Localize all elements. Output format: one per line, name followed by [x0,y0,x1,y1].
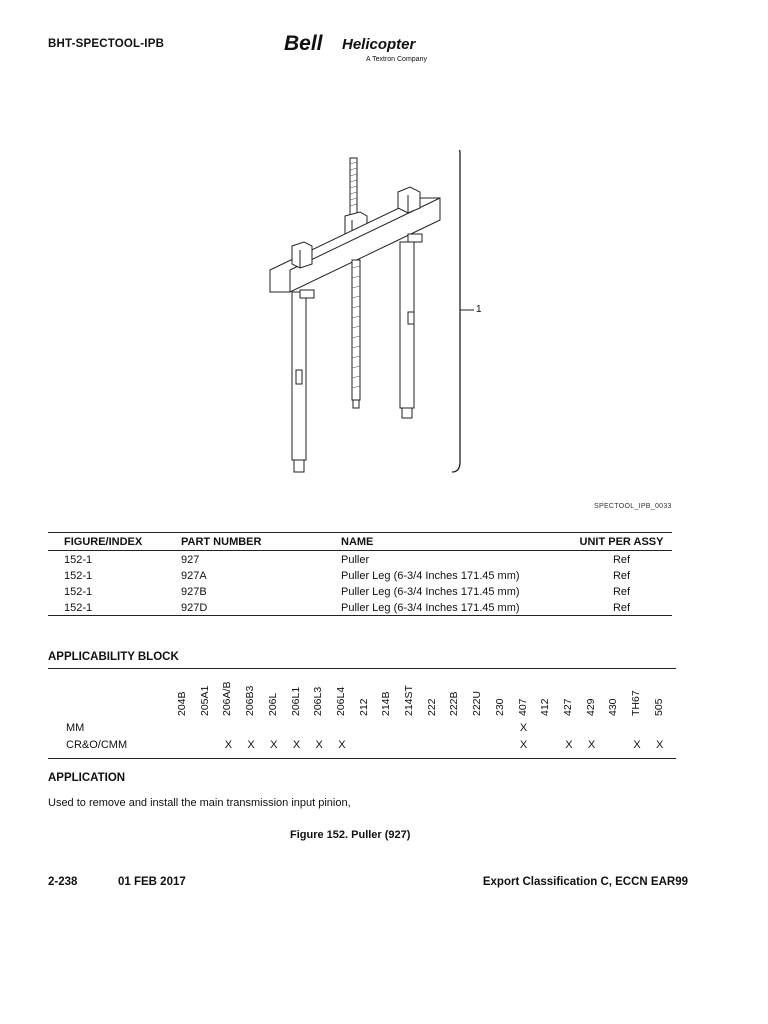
model-header: 205A1 [198,685,211,716]
model-header: 206L3 [312,686,325,716]
application-title: APPLICATION [48,772,126,784]
cell-name: Puller Leg (6-3/4 Inches 171.45 mm) [341,585,520,598]
model-header: 206B3 [244,685,257,716]
col-figure-index: FIGURE/INDEX [48,533,181,551]
model-header: 214B [380,691,393,716]
model-header: 206L4 [334,686,347,716]
cell-figure-index: 152-1 [64,569,93,582]
model-header: 222B [448,691,461,716]
parts-table-header [48,533,672,551]
model-header: 429 [584,698,597,716]
logo-sub: A Textron Company [366,56,427,63]
cell-part-number: 927D [181,599,341,616]
parts-table [48,532,672,616]
applicability-mark: X [247,739,255,751]
model-header: 427 [561,698,574,716]
cell-unit-per-assy: Ref [612,569,631,582]
document-id: BHT-SPECTOOL-IPB [48,38,165,50]
cell-name: Puller Leg (6-3/4 Inches 171.45 mm) [341,599,571,616]
applicability-mark: X [565,739,573,751]
cell-unit-per-assy: Ref [612,553,631,566]
cell-unit-per-assy: Ref [571,599,672,616]
applicability-mark: X [633,739,641,751]
model-header: 230 [493,698,506,716]
model-header: 407 [516,698,529,716]
table-row [48,583,672,599]
applicability-row-label: CR&O/CMM [66,739,128,751]
table-row [48,551,672,568]
model-header: 412 [539,698,552,716]
cell-name: Puller [341,553,370,566]
col-part-number: PART NUMBER [181,533,341,551]
applicability-block-title: APPLICABILITY BLOCK [48,651,179,663]
cell-part-number: 927B [181,585,207,598]
table-row [48,599,672,616]
cell-figure-index: 152-1 [64,585,93,598]
applicability-mark: X [338,739,346,751]
cell-name: Puller Leg (6-3/4 Inches 171.45 mm) [341,569,520,582]
model-header: 206L1 [289,686,302,716]
logo-brand: Helicopter [342,36,416,53]
cell-figure-index: 152-1 [64,553,93,566]
application-text: Used to remove and install the main transmission input pinion, [48,797,351,809]
figure-callout-1: 1 [476,304,482,315]
model-header: 212 [357,698,370,716]
puller-illustration [260,150,500,480]
applicability-row-label: MM [66,722,85,734]
model-header: TH67 [630,690,642,716]
model-header: 505 [652,698,665,716]
model-header: 222U [471,690,484,716]
applicability-top-rule [48,668,676,669]
applicability-mark: X [519,739,528,751]
applicability-mark: X [519,722,528,734]
model-header: 222 [425,698,438,716]
applicability-mark: X [270,739,278,751]
model-header: 214ST [403,685,415,716]
model-header: 204B [176,691,188,716]
cell-unit-per-assy: Ref [612,585,631,598]
applicability-mark: X [587,739,596,751]
bell-helicopter-logo [282,30,452,66]
footer-date: 01 FEB 2017 [118,876,186,888]
col-unit-per-assy: UNIT PER ASSY [571,533,672,551]
col-name: NAME [341,533,571,551]
figure-caption: Figure 152. Puller (927) [290,829,411,841]
applicability-mark: X [292,739,301,751]
applicability-mark: X [656,739,664,751]
table-row [48,567,672,583]
model-header: 206A/B [221,681,234,716]
logo-word: Bell [284,32,323,55]
applicability-mark: X [315,739,323,751]
image-code: SPECTOOL_IPB_0033 [594,503,672,510]
applicability-mark: X [224,739,233,751]
cell-part-number: 927A [181,569,207,582]
cell-part-number: 927 [181,553,200,566]
model-header: 430 [607,698,620,716]
footer-page-number: 2-238 [48,876,78,888]
applicability-bottom-rule [48,758,676,759]
footer-export-classification: Export Classification C, ECCN EAR99 [482,876,688,888]
model-header: 206L [266,692,279,716]
cell-figure-index: 152-1 [48,599,181,616]
